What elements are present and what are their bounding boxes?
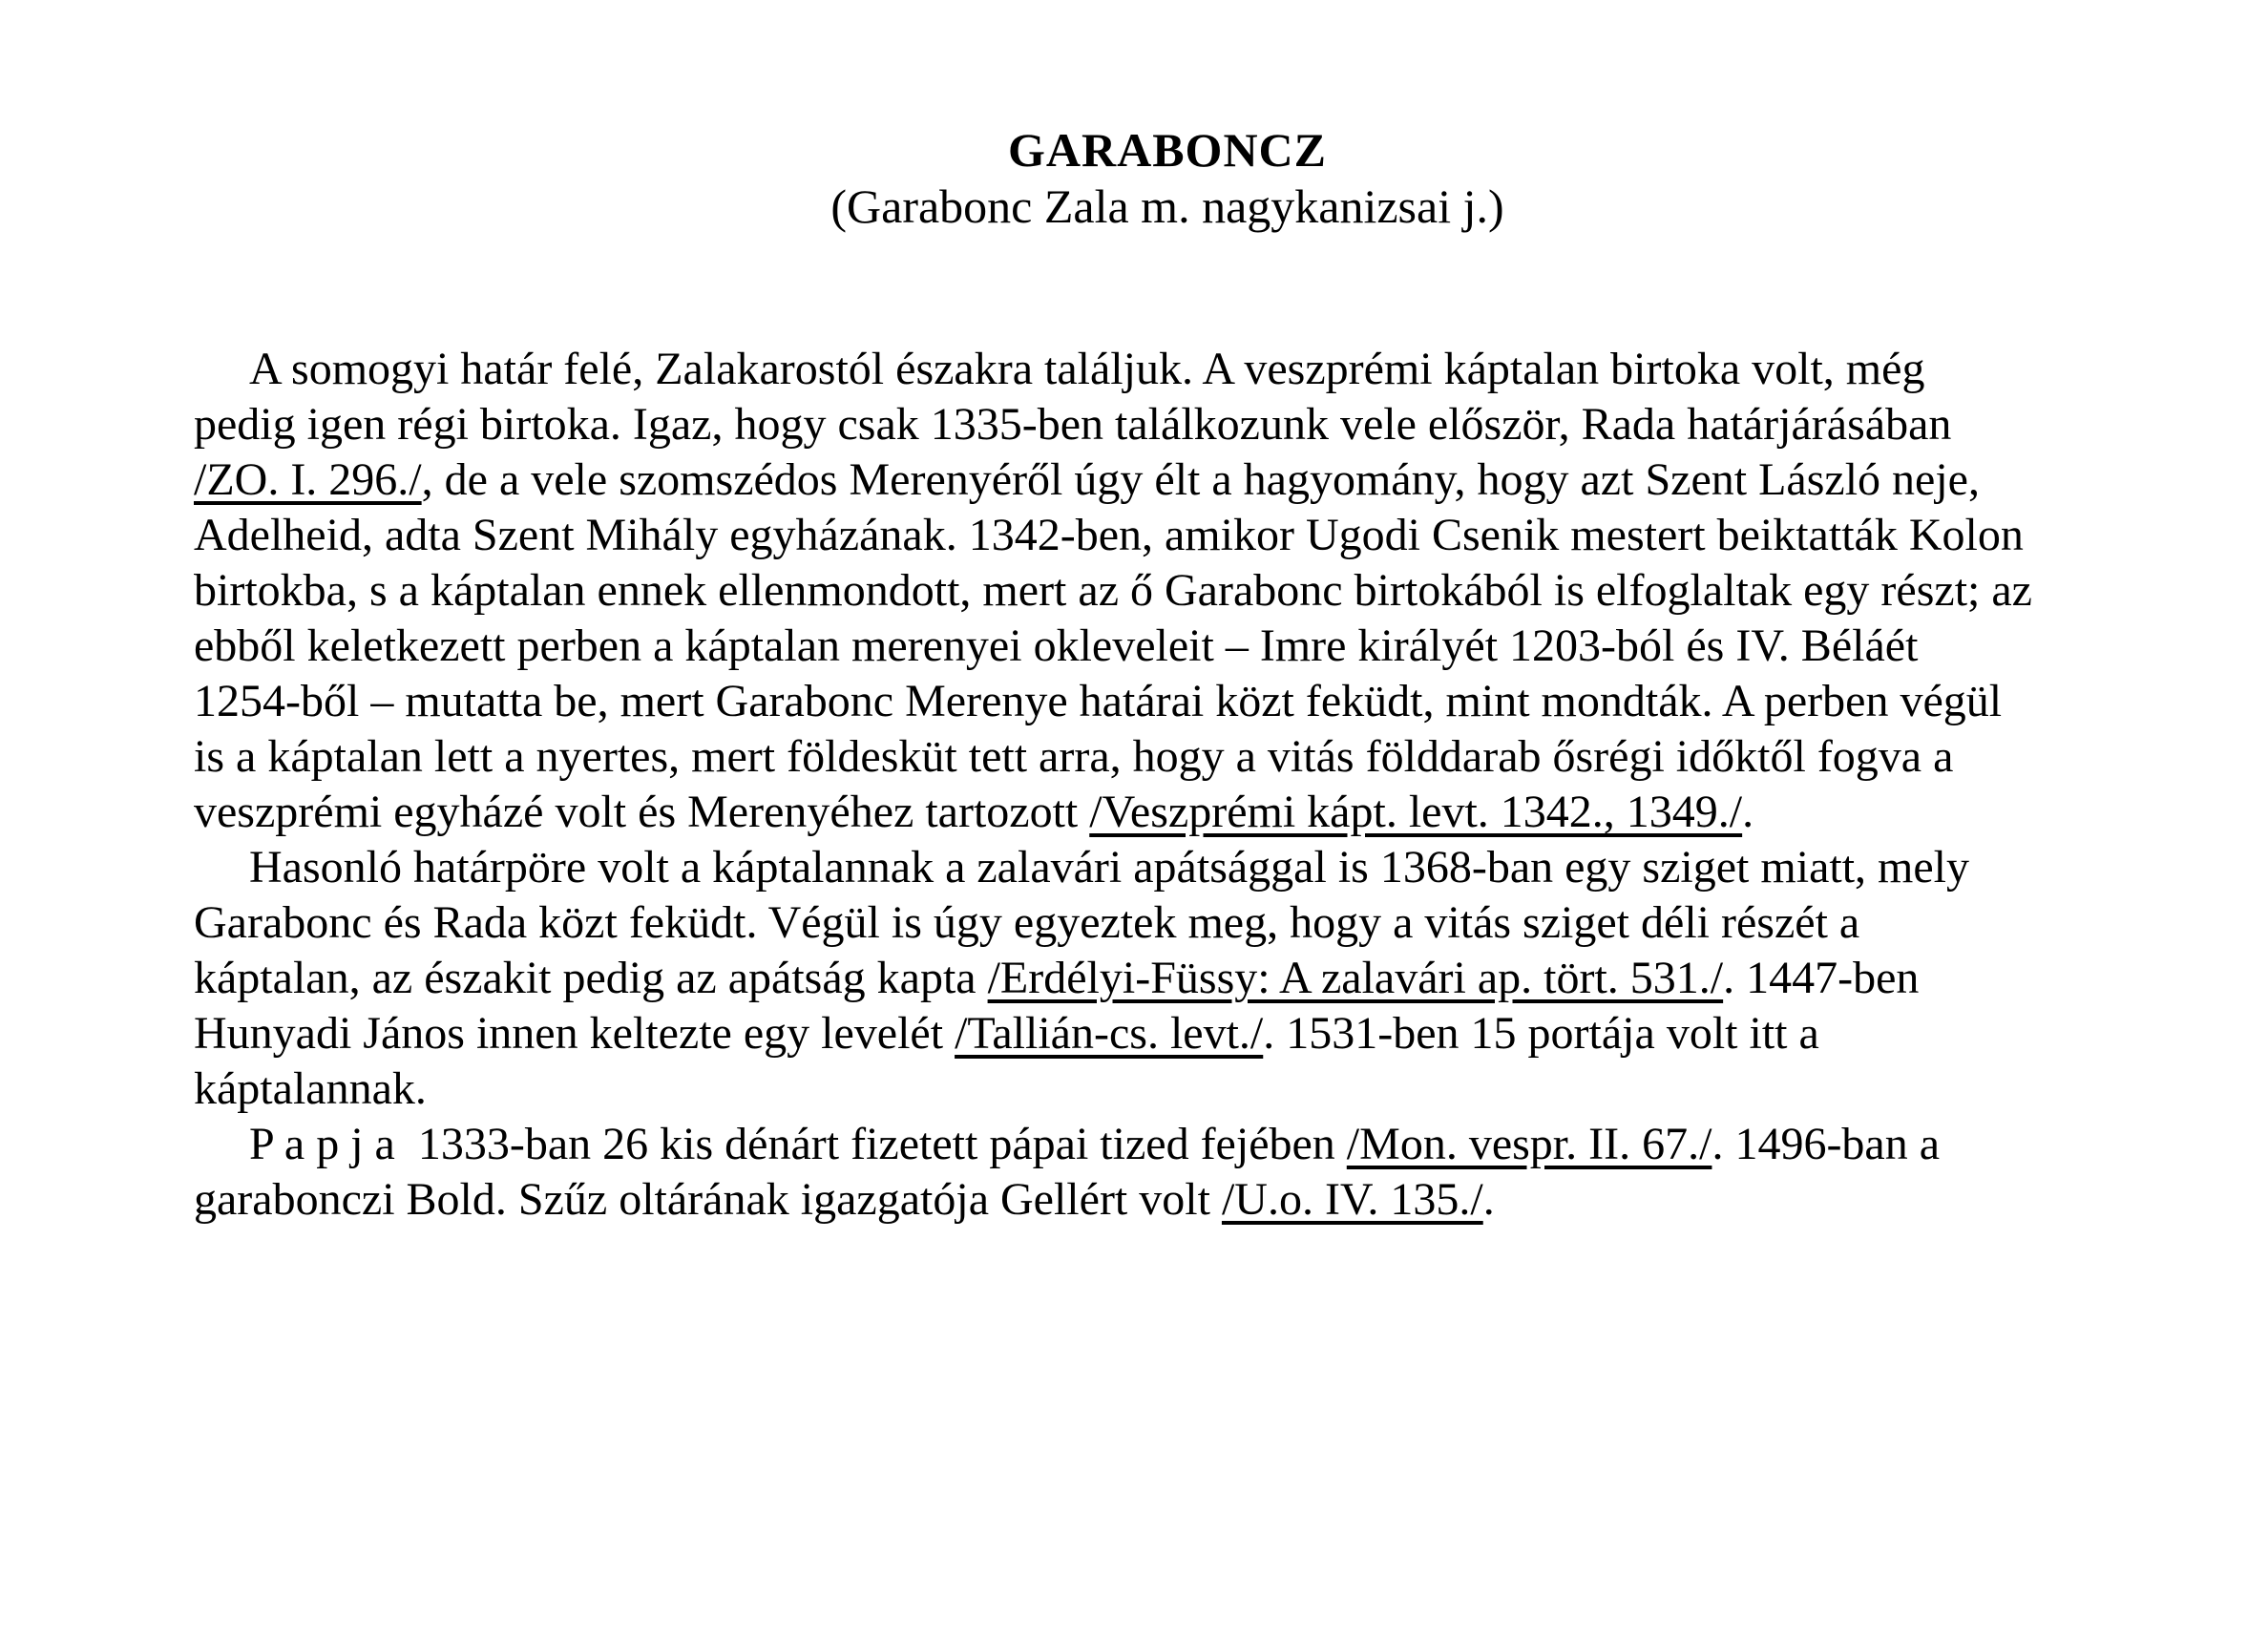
reference-citation: /Tallián-cs. levt./ [955, 1008, 1264, 1059]
text-line [194, 397, 2141, 452]
text-segment: veszprémi egyházé volt és Merenyéhez tartozott [194, 787, 1090, 837]
text-segment: ebből keletkezett perben a káptalan merenyei okleveleit – Imre királyét 1203-ból és IV. Béláét [194, 620, 1919, 671]
text-segment: . [1482, 1174, 1495, 1225]
text-line [194, 1172, 2141, 1228]
text-line [194, 619, 2141, 674]
paragraph [194, 840, 2141, 1117]
text-segment: káptalannak. [194, 1063, 427, 1114]
text-segment: Adelheid, adta Szent Mihály egyházának. 1342-ben, amikor Ugodi Csenik mestert beiktatták Kolon [194, 510, 2024, 560]
text-line [194, 1117, 2141, 1172]
text-segment: is a káptalan lett a nyertes, mert földesküt tett arra, hogy a vitás földdarab ősrégi időktől fogva a [194, 731, 1954, 782]
text-line [194, 1061, 2141, 1117]
text-line [194, 674, 2141, 729]
text-line [194, 895, 2141, 951]
text-segment: Hasonló határpöre volt a káptalannak a zalavári apátsággal is 1368-ban egy sziget miatt, mely [249, 842, 1970, 893]
text-line [194, 452, 2141, 508]
paragraph [194, 342, 2141, 840]
text-block [194, 0, 2141, 1228]
text-line [194, 729, 2141, 785]
text-line [194, 840, 2141, 895]
text-line [194, 1006, 2141, 1061]
text-segment: , de a vele szomszédos Merenyéről úgy élt a hagyomány, hogy azt Szent László neje, [421, 454, 1980, 505]
text-line [194, 563, 2141, 619]
text-segment: pedig igen régi birtoka. Igaz, hogy csak 1335-ben találkozunk vele először, Rada határjárásában [194, 399, 1952, 450]
reference-citation: /Mon. vespr. II. 67./ [1346, 1119, 1712, 1169]
text-segment: . [1742, 787, 1754, 837]
document-subtitle: (Garabonc Zala m. nagykanizsai j.) [830, 179, 1504, 233]
text-line [194, 508, 2141, 563]
text-segment: Hunyadi János innen keltezte egy levelét [194, 1008, 956, 1059]
text-segment: . 1531-ben 15 portája volt itt a [1263, 1008, 1819, 1059]
text-segment: káptalan, az északit pedig az apátság kapta [194, 953, 988, 1003]
text-segment: A somogyi határ felé, Zalakarostól északra találjuk. A veszprémi káptalan birtoka volt, még [249, 344, 1925, 394]
text-line [194, 342, 2141, 397]
text-segment: Garabonc és Rada közt feküdt. Végül is úgy egyeztek meg, hogy a vitás sziget déli részét a [194, 897, 1860, 948]
text-segment: . 1447-ben [1723, 953, 1920, 1003]
paragraph [194, 1117, 2141, 1228]
text-line [194, 951, 2141, 1006]
reference-citation: /ZO. I. 296./ [194, 454, 422, 505]
document-body [194, 342, 2141, 1228]
text-segment: P a p j a 1333-ban 26 kis dénárt fizetett pápai tized fejében [249, 1119, 1347, 1169]
text-segment: garabonczi Bold. Szűz oltárának igazgatója Gellért volt [194, 1174, 1222, 1225]
text-segment: . 1496-ban a [1712, 1119, 1941, 1169]
text-line [194, 785, 2141, 840]
reference-citation: /U.o. IV. 135./ [1221, 1174, 1483, 1225]
text-segment: 1254-ből – mutatta be, mert Garabonc Merenye határai közt feküdt, mint mondták. A perben végül [194, 676, 2003, 726]
document-title: GARABONCZ [1007, 123, 1328, 177]
reference-citation: /Veszprémi kápt. levt. 1342., 1349./ [1089, 787, 1743, 837]
text-segment: birtokba, s a káptalan ennek ellenmondott, mert az ő Garabonc birtokából is elfoglaltak egy részt; az [194, 565, 2032, 616]
reference-citation: /Erdélyi-Füssy: A zalavári ap. tört. 531./ [987, 953, 1724, 1003]
